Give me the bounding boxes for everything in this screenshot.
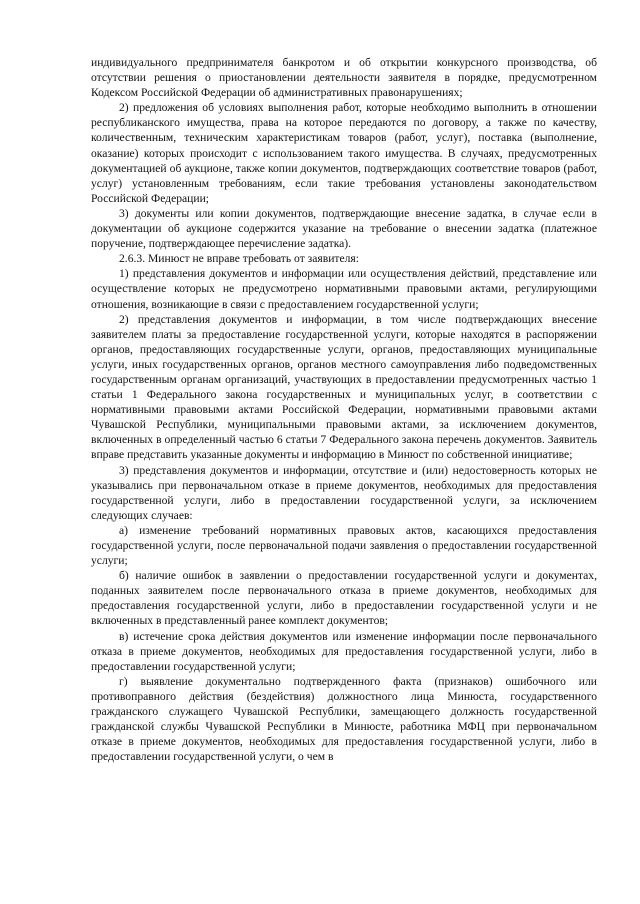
paragraph-subitem-a: а) изменение требований нормативных правовых актов, касающихся предоставления государственной услуги, после первоначальной подачи заявления о предоставлении государственной услуги; [91,523,597,568]
paragraph-subitem-b: б) наличие ошибок в заявлении о предоставлении государственной услуги и документах, поданных заявителем после первоначального отказа в приеме документов, необходимых для предоставления государственной услуги, либо в предоставлении государственной услуги и не включенных в представленный ранее комплект документов; [91,569,597,628]
paragraph-item-3: 3) документы или копии документов, подтверждающие внесение задатка, в случае если в документации об аукционе содержится указание на требование о внесении задатка (платежное поручение, подтверждающее перечисление задатка). [91,206,597,251]
document-page [91,55,597,764]
paragraph-continuation: индивидуального предпринимателя банкротом и об открытии конкурсного производства, об отсутствии решения о приостановлении деятельности заявителя в порядке, предусмотренном Кодексом Российской Федерации об административных правонарушениях; [91,56,597,100]
paragraph-subitem-g: г) выявление документально подтвержденного факта (признаков) ошибочного или противоправного действия (бездействия) должностного лица Минюста, государственного гражданского служащего Чувашской Республики, замещающего должность государственной гражданской службы Чувашской Республики в Минюсте, работника МФЦ при первоначальном отказе в приеме документов, необходимых для предоставления государственной услуги, либо в предоставлении государственной услуги, о чем в [91,674,597,764]
paragraph-subitem-v: в) истечение срока действия документов или изменение информации после первоначального отказа в приеме документов, необходимых для предоставления государственной услуги, либо в предоставлении государственной услуги; [91,629,597,673]
paragraph-section-2-6-3: 2.6.3. Минюст не вправе требовать от заявителя: [119,252,359,266]
paragraph-item-1: 1) представления документов и информации или осуществления действий, представление или осуществление которых не предусмотрено нормативными правовыми актами, регулирующими отношения, возникающие в связи с предоставлением государственной услуги; [91,267,597,311]
paragraph-item-2: 2) предложения об условиях выполнения работ, которые необходимо выполнить в отношении республиканского имущества, права на которое передаются по договору, а также по качеству, количественным, техническим характеристикам товаров (работ, услуг), поставка (выполнение, оказание) которых происходит с использованием такого имущества. В случаях, предусмотренных документацией об аукционе, также копии документов, подтверждающих соответствие товаров (работ, услуг) установленным требованиям, если такие требования установлены законодательством Российской Федерации; [91,101,597,205]
paragraph-item-3b: 3) представления документов и информации, отсутствие и (или) недостоверность которых не указывались при первоначальном отказе в приеме документов, необходимых для предоставления государственной услуги, либо в предоставлении государственной услуги, за исключением следующих случаев: [91,463,597,522]
paragraph-item-2b: 2) представления документов и информации, в том числе подтверждающих внесение заявителем платы за предоставление государственной услуги, которые находятся в распоряжении органов, предоставляющих государственные услуги, органов, предоставляющих муниципальные услуги, иных государственных органов, органов местного самоуправления либо подведомственных государственным органам организаций, участвующих в предоставлении предусмотренных частью 1 статьи 1 Федерального закона государственных и муниципальных услуг, в соответствии с нормативными правовыми актами Российской Федерации, нормативными правовыми актами Чувашской Республики, муниципальными правовыми актами, за исключением документов, включенных в определенный частью 6 статьи 7 Федерального закона перечень документов. Заявитель вправе представить указанные документы и информацию в Минюст по собственной инициативе; [91,312,597,462]
